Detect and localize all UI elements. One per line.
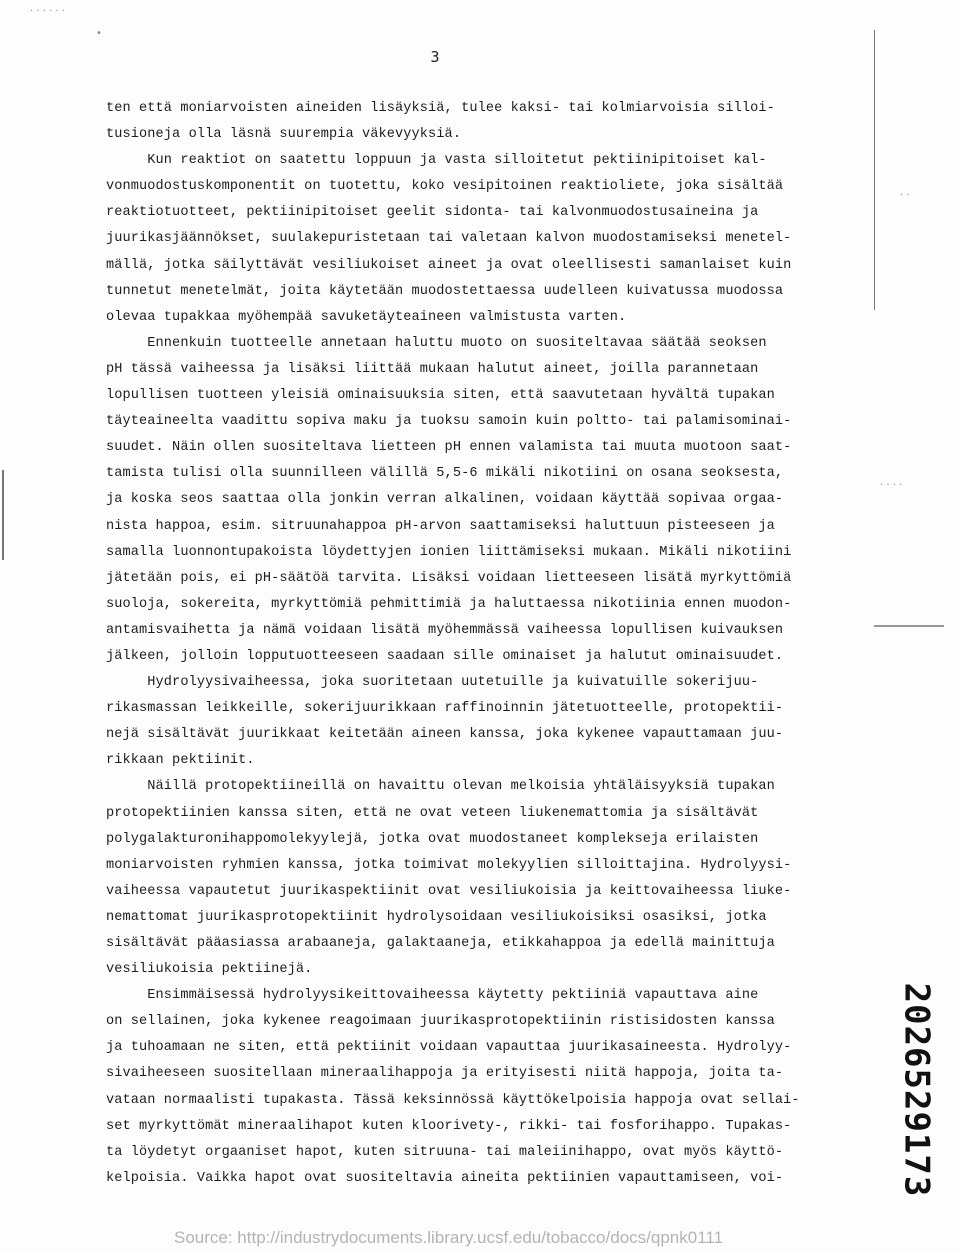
scan-speck: · · xyxy=(900,190,910,201)
body-text xyxy=(106,96,866,1192)
text-line: sivaiheeseen suositellaan mineraalihappoja ja erityisesti niitä happoja, joita ta- xyxy=(106,1066,784,1082)
text-line: nemattomat juurikasprotopektiinit hydrolysoidaan vesiliukoisiksi osasiksi, jotka xyxy=(106,909,767,925)
text-line: tusioneja olla läsnä suurempia väkevyyksiä. xyxy=(106,127,462,143)
text-line: suoloja, sokereita, myrkyttömiä pehmittimiä ja haluttaessa nikotiinia ennen muodon- xyxy=(106,596,792,612)
page-number: 3 xyxy=(430,48,440,66)
text-line: nejä sisältävät juurikkaat keitetään aineen kanssa, joka kykenee vapauttamaan juu- xyxy=(106,727,784,743)
text-line: Kun reaktiot on saatettu loppuun ja vasta silloitetut pektiinipitoiset kal- xyxy=(106,153,767,169)
scan-speck: · · · · · · xyxy=(30,6,65,17)
text-line: protopektiinien kanssa siten, että ne ovat veteen liukenemattomia ja sisältävät xyxy=(106,805,759,821)
text-line: ja tuhoamaan ne siten, että pektiinit voidaan vapauttaa juurikasaineesta. Hydrolyy- xyxy=(106,1040,792,1056)
text-line: polygalakturonihappomolekyylejä, jotka ovat muodostaneet komplekseja erilaisten xyxy=(106,831,759,847)
text-line: juurikasjäännökset, suulakepuristetaan tai valetaan kalvon muodostamiseksi menetel- xyxy=(106,231,792,247)
text-line: Ensimmäisessä hydrolyysikeittovaiheessa käytetty pektiiniä vapauttava aine xyxy=(106,988,759,1004)
document-id-stamp xyxy=(886,982,946,1198)
text-line: täyteaineelta vaadittu sopiva maku ja tuoksu samoin kuin poltto- tai palamisominai- xyxy=(106,414,792,430)
text-line: nista happoa, esim. sitruunahappoa pH-arvon saattamiseksi haluttuun pisteeseen ja xyxy=(106,518,775,534)
scan-margin-line xyxy=(874,625,944,627)
text-line: vesiliukoisia pektiinejä. xyxy=(106,962,313,978)
text-line: moniarvoisten ryhmien kanssa, jotka toimivat molekyylien silloittajina. Hydrolyysi- xyxy=(106,857,792,873)
text-line: Ennenkuin tuotteelle annetaan haluttu muoto on suositeltavaa säätää seoksen xyxy=(106,335,767,351)
scan-margin-line xyxy=(2,470,4,560)
source-footer: Source: http://industrydocuments.library.ucsf.edu/tobacco/docs/qpnk0111 xyxy=(174,1228,724,1247)
text-line: antamisvaihetta ja nämä voidaan lisätä myöhemmässä vaiheessa lopullisen kuivauksen xyxy=(106,622,784,638)
scan-speck: · · · · xyxy=(880,480,903,491)
text-line: vaiheessa vapautetut juurikaspektiinit ovat vesiliukoisia ja keittovaiheessa liuke- xyxy=(106,883,792,899)
text-line: set myrkyttömät mineraalihapot kuten kloorivety-, rikki- tai fosforihappo. Tupakas- xyxy=(106,1118,792,1134)
text-line: tamista tulisi olla suunnilleen välillä 5,5-6 mikäli nikotiini on osana seoksesta, xyxy=(106,466,784,482)
text-line: ja koska seos saattaa olla jonkin verran alkalinen, voidaan käyttää sopivaa orgaa- xyxy=(106,492,784,508)
text-line: samalla luonnontupakoista löydettyjen ionien liittämiseksi mukaan. Mikäli nikotiini xyxy=(106,544,792,560)
text-line: tunnetut menetelmät, joita käytetään muodostettaessa uudelleen kuivatussa muodossa xyxy=(106,283,784,299)
text-line: on sellainen, joka kykenee reagoimaan juurikasprotopektiinin ristisidosten kanssa xyxy=(106,1014,775,1030)
scan-margin-line xyxy=(874,30,875,310)
text-line: rikasmassan leikkeille, sokerijuurikkaan raffinoinnin jätetuotteelle, protopektii- xyxy=(106,701,784,717)
text-line: mällä, jotka säilyttävät vesiliukoiset aineet ja ovat oleellisesti samanlaiset kuin xyxy=(106,257,792,273)
text-line: pH tässä vaiheessa ja lisäksi liittää mukaan halutut aineet, joilla parannetaan xyxy=(106,361,759,377)
text-line: rikkaan pektiinit. xyxy=(106,753,255,769)
text-line: reaktiotuotteet, pektiinipitoiset geelit sidonta- tai kalvonmuodostusaineina ja xyxy=(106,205,759,221)
text-line: ten että moniarvoisten aineiden lisäyksiä, tulee kaksi- tai kolmiarvoisia silloi- xyxy=(106,101,775,116)
text-line: olevaa tupakkaa myöhempää savuketäyteaineen valmistusta varten. xyxy=(106,309,627,325)
text-line: lopullisen tuotteen yleisiä ominaisuuksia siten, että saavutetaan hyvältä tupakan xyxy=(106,388,775,404)
scan-speck: • xyxy=(96,28,102,39)
text-line: kelpoisia. Vaikka hapot ovat suositeltavia aineita pektiinien vapauttamiseen, voi- xyxy=(106,1170,784,1186)
text-line: jälkeen, jolloin lopputuotteeseen saadaan sille ominaiset ja halutut ominaisuudet. xyxy=(106,648,784,664)
text-line: Näillä protopektiineillä on havaittu olevan melkoisia yhtäläisyyksiä tupakan xyxy=(106,779,775,795)
text-line: vataan normaalisti tupakasta. Tässä keksinnössä käyttökelpoisia happoja ovat sellai- xyxy=(106,1092,800,1108)
text-line: ta löydetyt orgaaniset hapot, kuten sitruuna- tai maleiinihappo, ovat myös käyttö- xyxy=(106,1144,784,1160)
text-line: Hydrolyysivaiheessa, joka suoritetaan uutetuille ja kuivatuille sokerijuu- xyxy=(106,675,759,691)
text-line: suudet. Näin ollen suositeltava lietteen pH ennen valamista tai muuta muotoon saat- xyxy=(106,440,792,456)
text-line: jätetään pois, ei pH-säätöä tarvita. Lisäksi voidaan lietteeseen lisätä myrkyttömiä xyxy=(106,570,792,586)
document-id-text: 2026529173 xyxy=(896,982,937,1198)
text-line: vonmuodostuskomponentit on tuotettu, koko vesipitoinen reaktioliete, joka sisältää xyxy=(106,179,784,195)
text-line: sisältävät pääasiassa arabaaneja, galaktaaneja, etikkahappoa ja edellä mainittuja xyxy=(106,936,775,951)
